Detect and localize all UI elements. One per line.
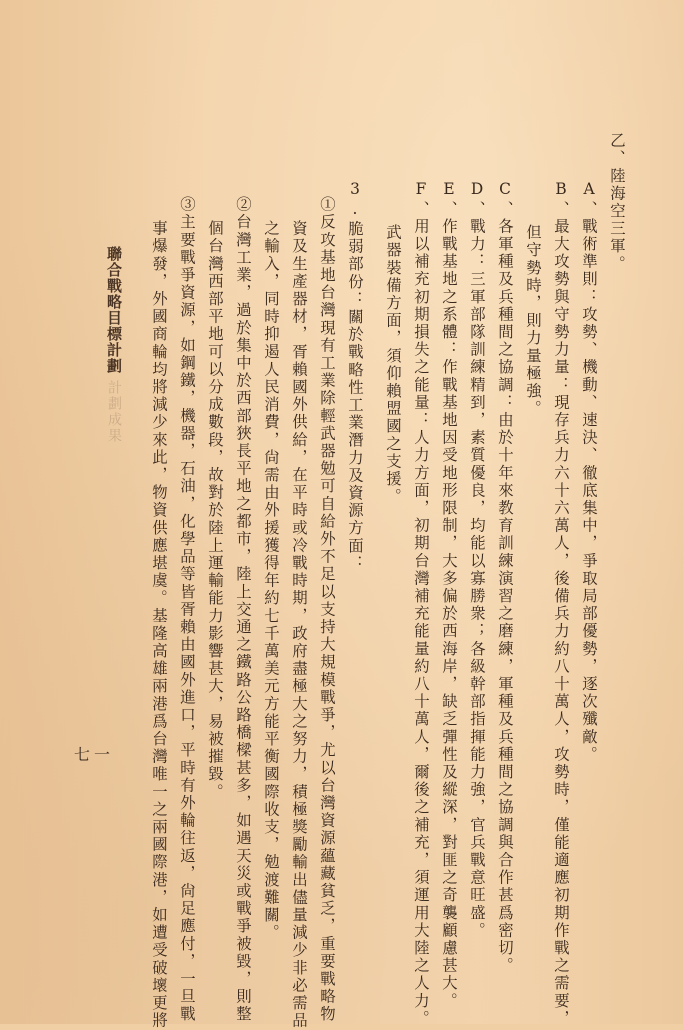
text-column-15: 個台灣西部平地可以分成數段，故對於陸上運輸能力影響甚大，易被摧毀。 bbox=[206, 220, 224, 801]
page-number: 七一 bbox=[74, 745, 115, 764]
text-column-16: ③主要戰爭資源，如鋼鐵，機器，石油，化學品等皆胥賴由國外進口，平時有外輪往返，尙足應付，一旦戰 bbox=[178, 196, 196, 1024]
text-column-3: B、最大攻勢與守勢力量：現存兵力六十六萬人，後備兵力約八十萬人，攻勢時，僅能適應初期作戰之需要， bbox=[552, 180, 570, 1028]
text-column-14: ②台灣工業，過於集中於西部狹長平地之都市，陸上交通之鐵路公路橋樑甚多，如遇天災或戰爭被毀，則整 bbox=[234, 196, 252, 1024]
text-column-7: E、作戰基地之系體：作戰基地因受地形限制，大多偏於西海岸，缺乏彈性及縱深，對匪之奇襲顧慮甚大。 bbox=[440, 180, 458, 1010]
text-column-10: 3.脆弱部份：關於戰略性工業潛力及資源方面： bbox=[346, 180, 364, 573]
text-column-17: 事爆發，外國商輪均將減少來此，物資供應堪虞。基隆高雄兩港爲台灣唯一之兩國際港，如遭受破壞更將 bbox=[150, 220, 168, 1030]
text-column-4: 但守勢時，則力量極強。 bbox=[524, 224, 542, 418]
faded-stamp: 計劃成果 bbox=[106, 380, 122, 444]
text-column-5: C、各軍種及兵種間之協調：由於十年來教育訓練演習之磨練，軍種及兵種間之協調與合作甚爲密切。 bbox=[496, 180, 514, 975]
text-column-1: 乙、陸海空三軍。 bbox=[608, 132, 626, 273]
text-column-2: A、戰術準則：攻勢、機動、速決、徹底集中，爭取局部優勢，逐次殲敵。 bbox=[580, 180, 598, 764]
text-column-8: F、用以補充初期損失之能量：人力方面，初期台灣補充能量約八十萬人，爾後之補充，須運用大陸之人力。 bbox=[412, 180, 430, 1028]
text-column-6: D、戰力：三軍部隊訓練精到，素質優良，均能以寡勝衆；各級幹部指揮能力強，官兵戰意旺盛。 bbox=[468, 180, 486, 940]
text-column-12: 資及生產器材，胥賴國外供給，在平時或冷戰時期，政府盡極大之努力，積極獎勵輸出儘量減少非必需品 bbox=[290, 220, 308, 1030]
text-column-11: ①反攻基地台灣現有工業除輕武器勉可自給外不足以支持大規模戰爭，尤以台灣資源蘊藏貧乏，重要戰略物 bbox=[318, 196, 336, 1024]
text-column-13: 之輸入，同時抑遏人民消費，尙需由外援獲得年約七千萬美元方能平衡國際收支，勉渡難關。 bbox=[262, 220, 280, 942]
footer-title: 聯合戰略目標計劃 bbox=[105, 246, 123, 374]
text-column-9: 武器裝備方面，須仰賴盟國之支援。 bbox=[384, 224, 402, 506]
